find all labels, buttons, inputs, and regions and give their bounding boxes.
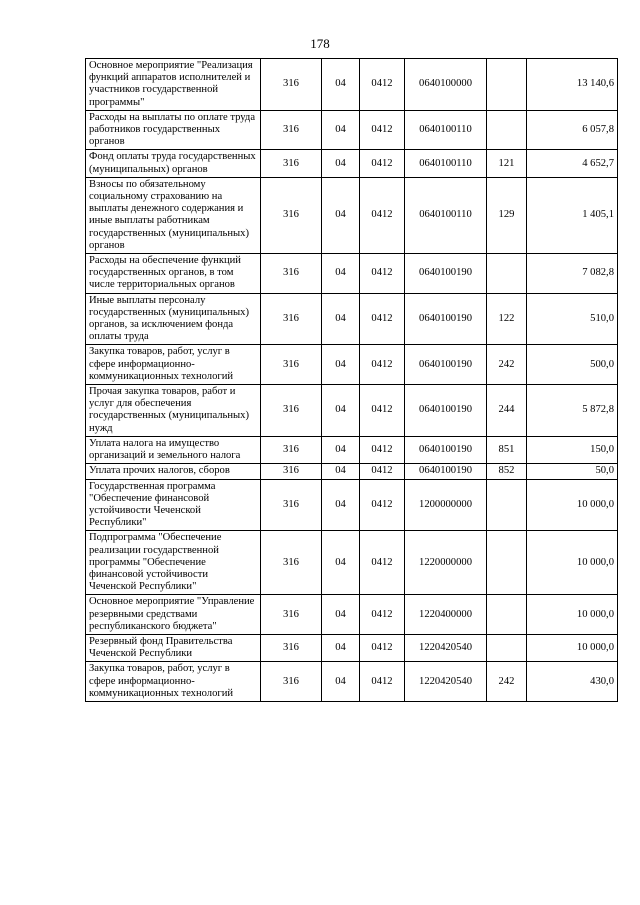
row-section-cell: 04 — [322, 531, 360, 595]
table-row — [86, 254, 618, 294]
row-grbs-cell: 316 — [261, 595, 322, 635]
row-section-cell: 04 — [322, 436, 360, 463]
table-row — [86, 634, 618, 661]
row-grbs-cell: 316 — [261, 385, 322, 437]
row-subsection-cell: 0412 — [360, 479, 405, 531]
table-row — [86, 59, 618, 111]
row-expense-type-cell: 244 — [487, 385, 527, 437]
row-subsection-cell: 0412 — [360, 345, 405, 385]
row-name-cell: Прочая закупка товаров, работ и услуг для обеспечения государственных (муниципальных) нужд — [86, 385, 261, 437]
row-expense-type-cell: 242 — [487, 345, 527, 385]
row-expense-type-cell — [487, 59, 527, 111]
row-target-article-cell: 1220420540 — [405, 634, 487, 661]
row-subsection-cell: 0412 — [360, 464, 405, 479]
row-grbs-cell: 316 — [261, 110, 322, 150]
row-grbs-cell: 316 — [261, 531, 322, 595]
row-name-cell: Расходы на выплаты по оплате труда работников государственных органов — [86, 110, 261, 150]
row-grbs-cell: 316 — [261, 345, 322, 385]
row-target-article-cell: 1220420540 — [405, 662, 487, 702]
row-expense-type-cell — [487, 531, 527, 595]
row-subsection-cell: 0412 — [360, 385, 405, 437]
row-target-article-cell: 0640100110 — [405, 150, 487, 177]
row-sum-cell: 4 652,7 — [527, 150, 618, 177]
row-target-article-cell: 0640100110 — [405, 177, 487, 253]
row-expense-type-cell — [487, 595, 527, 635]
row-sum-cell: 10 000,0 — [527, 595, 618, 635]
row-grbs-cell: 316 — [261, 464, 322, 479]
row-target-article-cell: 0640100110 — [405, 110, 487, 150]
table-row — [86, 595, 618, 635]
row-sum-cell: 1 405,1 — [527, 177, 618, 253]
row-name-cell: Иные выплаты персоналу государственных (муниципальных) органов, за исключением фонда оплаты труда — [86, 293, 261, 345]
row-section-cell: 04 — [322, 385, 360, 437]
row-grbs-cell: 316 — [261, 293, 322, 345]
row-section-cell: 04 — [322, 110, 360, 150]
row-sum-cell: 150,0 — [527, 436, 618, 463]
row-sum-cell: 7 082,8 — [527, 254, 618, 294]
row-expense-type-cell: 852 — [487, 464, 527, 479]
row-subsection-cell: 0412 — [360, 595, 405, 635]
row-sum-cell: 13 140,6 — [527, 59, 618, 111]
row-section-cell: 04 — [322, 150, 360, 177]
row-grbs-cell: 316 — [261, 254, 322, 294]
table-row — [86, 293, 618, 345]
row-section-cell: 04 — [322, 59, 360, 111]
row-name-cell: Расходы на обеспечение функций государственных органов, в том числе территориальных органов — [86, 254, 261, 294]
row-grbs-cell: 316 — [261, 436, 322, 463]
row-subsection-cell: 0412 — [360, 177, 405, 253]
row-subsection-cell: 0412 — [360, 634, 405, 661]
table-row — [86, 436, 618, 463]
row-expense-type-cell — [487, 634, 527, 661]
row-grbs-cell: 316 — [261, 59, 322, 111]
table-row — [86, 385, 618, 437]
row-grbs-cell: 316 — [261, 479, 322, 531]
row-target-article-cell: 0640100190 — [405, 254, 487, 294]
row-section-cell: 04 — [322, 479, 360, 531]
table-row — [86, 479, 618, 531]
row-target-article-cell: 0640100190 — [405, 345, 487, 385]
row-subsection-cell: 0412 — [360, 59, 405, 111]
row-sum-cell: 430,0 — [527, 662, 618, 702]
row-target-article-cell: 0640100190 — [405, 385, 487, 437]
row-grbs-cell: 316 — [261, 177, 322, 253]
table-row — [86, 110, 618, 150]
row-section-cell: 04 — [322, 595, 360, 635]
row-subsection-cell: 0412 — [360, 436, 405, 463]
row-expense-type-cell — [487, 479, 527, 531]
table-row — [86, 662, 618, 702]
page-number: 178 — [310, 36, 330, 51]
budget-table-body — [86, 59, 618, 702]
row-name-cell: Закупка товаров, работ, услуг в сфере информационно-коммуникационных технологий — [86, 345, 261, 385]
row-section-cell: 04 — [322, 254, 360, 294]
row-name-cell: Закупка товаров, работ, услуг в сфере информационно-коммуникационных технологий — [86, 662, 261, 702]
row-name-cell: Фонд оплаты труда государственных (муниципальных) органов — [86, 150, 261, 177]
row-subsection-cell: 0412 — [360, 662, 405, 702]
row-target-article-cell: 0640100190 — [405, 464, 487, 479]
row-section-cell: 04 — [322, 464, 360, 479]
row-expense-type-cell: 122 — [487, 293, 527, 345]
row-section-cell: 04 — [322, 177, 360, 253]
row-grbs-cell: 316 — [261, 662, 322, 702]
row-subsection-cell: 0412 — [360, 110, 405, 150]
row-grbs-cell: 316 — [261, 634, 322, 661]
row-target-article-cell: 0640100000 — [405, 59, 487, 111]
row-expense-type-cell — [487, 254, 527, 294]
row-name-cell: Взносы по обязательному социальному страхованию на выплаты денежного содержания и иные выплаты работникам государственных (муниципальных) органов — [86, 177, 261, 253]
row-sum-cell: 500,0 — [527, 345, 618, 385]
row-name-cell: Основное мероприятие "Реализация функций аппаратов исполнителей и участников государственной программы" — [86, 59, 261, 111]
row-expense-type-cell: 121 — [487, 150, 527, 177]
table-row — [86, 177, 618, 253]
row-subsection-cell: 0412 — [360, 293, 405, 345]
row-expense-type-cell: 851 — [487, 436, 527, 463]
row-name-cell: Государственная программа "Обеспечение финансовой устойчивости Чеченской Республики" — [86, 479, 261, 531]
row-sum-cell: 50,0 — [527, 464, 618, 479]
row-sum-cell: 10 000,0 — [527, 531, 618, 595]
row-sum-cell: 6 057,8 — [527, 110, 618, 150]
row-name-cell: Уплата прочих налогов, сборов — [86, 464, 261, 479]
row-target-article-cell: 1220400000 — [405, 595, 487, 635]
table-row — [86, 150, 618, 177]
row-name-cell: Резервный фонд Правительства Чеченской Республики — [86, 634, 261, 661]
budget-table — [85, 58, 618, 702]
row-target-article-cell: 0640100190 — [405, 436, 487, 463]
row-subsection-cell: 0412 — [360, 150, 405, 177]
row-section-cell: 04 — [322, 662, 360, 702]
row-target-article-cell: 1220000000 — [405, 531, 487, 595]
row-name-cell: Основное мероприятие "Управление резервными средствами республиканского бюджета" — [86, 595, 261, 635]
table-row — [86, 345, 618, 385]
row-expense-type-cell: 242 — [487, 662, 527, 702]
row-subsection-cell: 0412 — [360, 254, 405, 294]
row-expense-type-cell: 129 — [487, 177, 527, 253]
table-row — [86, 464, 618, 479]
row-grbs-cell: 316 — [261, 150, 322, 177]
row-name-cell: Уплата налога на имущество организаций и земельного налога — [86, 436, 261, 463]
row-sum-cell: 10 000,0 — [527, 479, 618, 531]
row-sum-cell: 5 872,8 — [527, 385, 618, 437]
row-sum-cell: 510,0 — [527, 293, 618, 345]
row-target-article-cell: 1200000000 — [405, 479, 487, 531]
table-row — [86, 531, 618, 595]
row-expense-type-cell — [487, 110, 527, 150]
row-sum-cell: 10 000,0 — [527, 634, 618, 661]
row-name-cell: Подпрограмма "Обеспечение реализации государственной программы "Обеспечение финансовой устойчивости Чеченской Республики" — [86, 531, 261, 595]
row-section-cell: 04 — [322, 345, 360, 385]
row-section-cell: 04 — [322, 634, 360, 661]
row-section-cell: 04 — [322, 293, 360, 345]
row-target-article-cell: 0640100190 — [405, 293, 487, 345]
row-subsection-cell: 0412 — [360, 531, 405, 595]
